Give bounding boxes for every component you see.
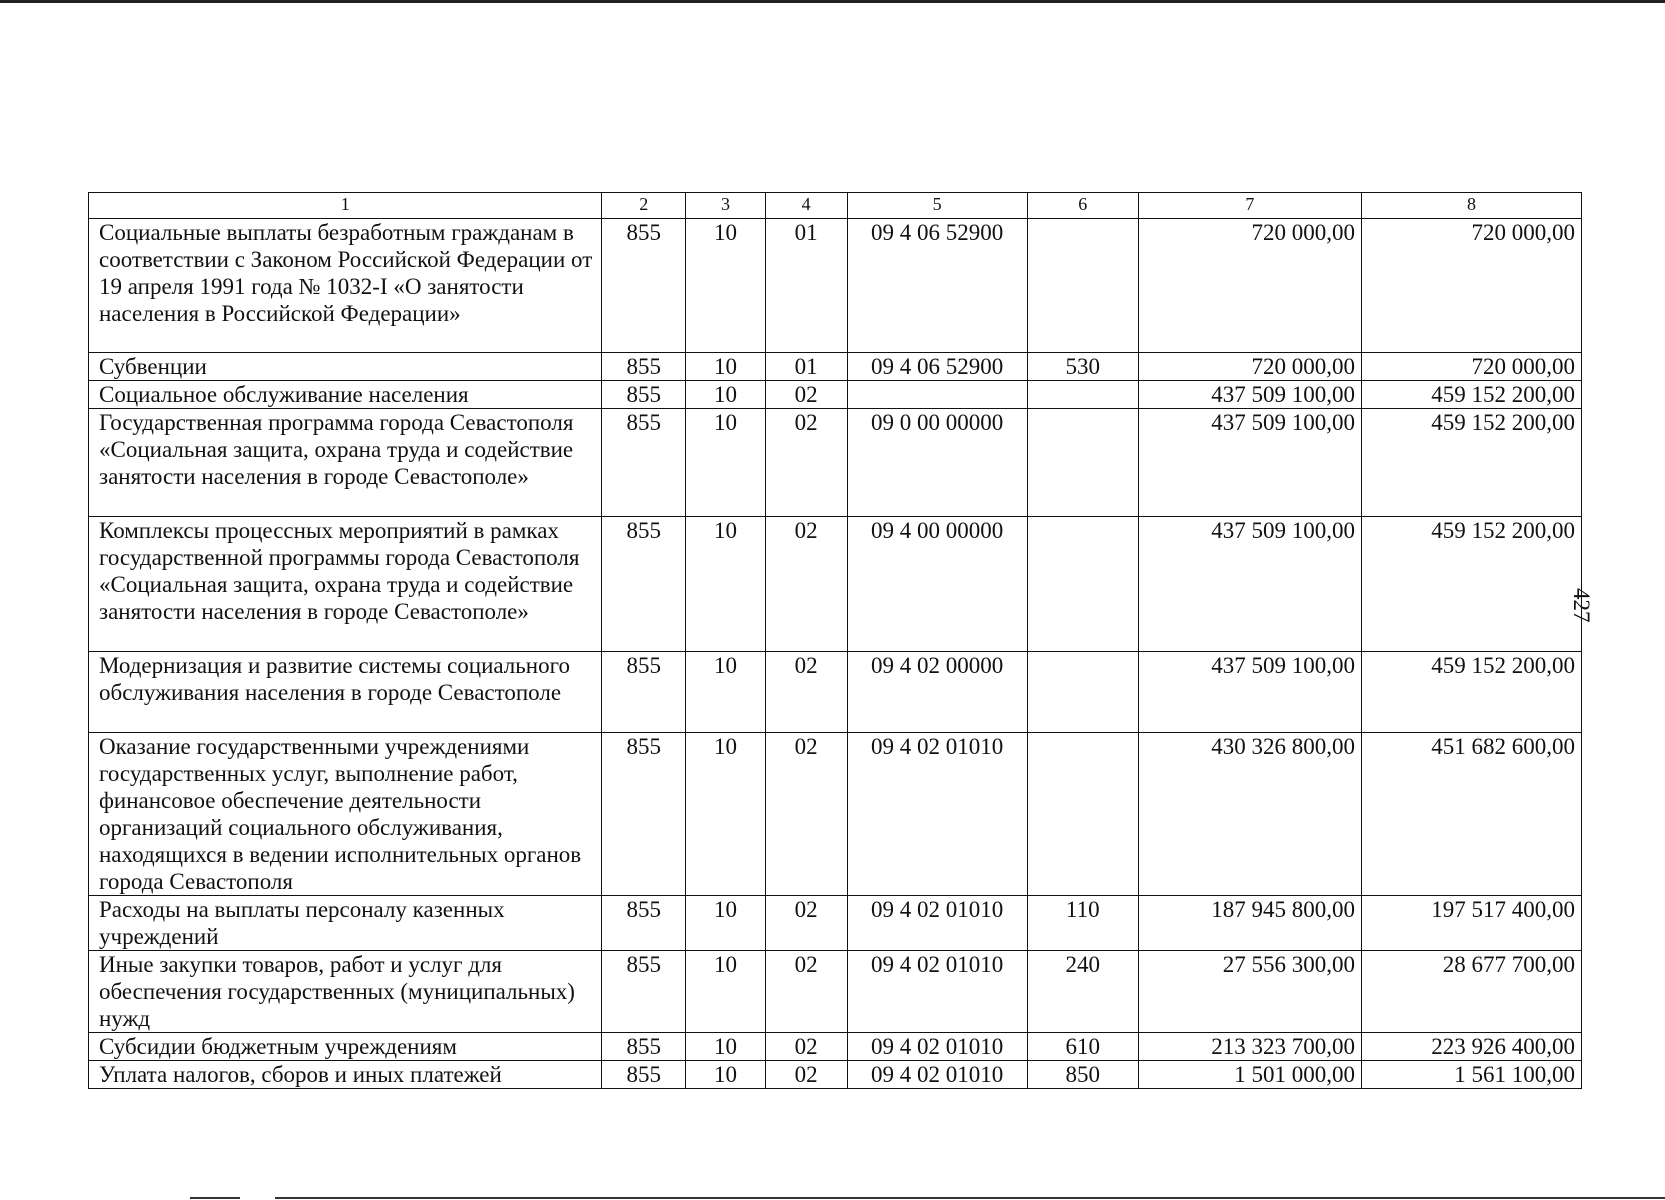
cell-col5: 09 4 02 01010	[847, 733, 1027, 896]
bottom-rule-long	[275, 1197, 1665, 1199]
cell-col4: 02	[765, 409, 847, 517]
cell-col6	[1027, 219, 1138, 353]
cell-col6	[1027, 652, 1138, 733]
cell-col5: 09 4 06 52900	[847, 219, 1027, 353]
cell-col3: 10	[686, 409, 766, 517]
cell-col5: 09 0 00 00000	[847, 409, 1027, 517]
cell-col5: 09 4 02 01010	[847, 951, 1027, 1033]
header-cell-7: 7	[1138, 193, 1361, 219]
cell-col5: 09 4 00 00000	[847, 517, 1027, 652]
row-name: Модернизация и развитие системы социального обслуживания населения в городе Севастополе	[89, 652, 602, 733]
top-border-line	[0, 0, 1665, 3]
cell-col2: 855	[602, 951, 686, 1033]
bottom-rule-short	[190, 1197, 240, 1199]
cell-col2: 855	[602, 381, 686, 409]
cell-col7: 437 509 100,00	[1138, 409, 1361, 517]
cell-col2: 855	[602, 896, 686, 951]
cell-col6	[1027, 733, 1138, 896]
cell-col2: 855	[602, 353, 686, 381]
cell-col3: 10	[686, 353, 766, 381]
cell-col8: 197 517 400,00	[1361, 896, 1581, 951]
cell-col2: 855	[602, 1061, 686, 1089]
row-name: Уплата налогов, сборов и иных платежей	[89, 1061, 602, 1089]
cell-col4: 02	[765, 1033, 847, 1061]
cell-col6: 610	[1027, 1033, 1138, 1061]
cell-col7: 720 000,00	[1138, 353, 1361, 381]
cell-col3: 10	[686, 951, 766, 1033]
cell-col4: 02	[765, 896, 847, 951]
table-row	[89, 219, 1582, 353]
page-number: 427	[1569, 588, 1594, 623]
header-cell-3: 3	[686, 193, 766, 219]
row-name: Субвенции	[89, 353, 602, 381]
cell-col7: 187 945 800,00	[1138, 896, 1361, 951]
cell-col8: 720 000,00	[1361, 219, 1581, 353]
table-row	[89, 517, 1582, 652]
cell-col3: 10	[686, 896, 766, 951]
cell-col7: 213 323 700,00	[1138, 1033, 1361, 1061]
cell-col6	[1027, 409, 1138, 517]
cell-col2: 855	[602, 652, 686, 733]
table-row	[89, 381, 1582, 409]
cell-col8: 451 682 600,00	[1361, 733, 1581, 896]
cell-col5: 09 4 02 01010	[847, 1061, 1027, 1089]
budget-table	[88, 192, 1582, 1089]
cell-col2: 855	[602, 219, 686, 353]
cell-col3: 10	[686, 1033, 766, 1061]
table-row	[89, 896, 1582, 951]
cell-col4: 02	[765, 381, 847, 409]
cell-col5: 09 4 02 01010	[847, 1033, 1027, 1061]
cell-col5: 09 4 02 01010	[847, 896, 1027, 951]
cell-col7: 430 326 800,00	[1138, 733, 1361, 896]
cell-col8: 459 152 200,00	[1361, 409, 1581, 517]
cell-col5: 09 4 06 52900	[847, 353, 1027, 381]
row-name: Субсидии бюджетным учреждениям	[89, 1033, 602, 1061]
row-name: Социальные выплаты безработным гражданам в соответствии с Законом Российской Федерации от 19 апреля 1991 года № 1032-I «О занятости населения в Российской Федерации»	[89, 219, 602, 353]
row-name: Расходы на выплаты персоналу казенных учреждений	[89, 896, 602, 951]
cell-col5: 09 4 02 00000	[847, 652, 1027, 733]
cell-col6: 850	[1027, 1061, 1138, 1089]
cell-col8: 459 152 200,00	[1361, 517, 1581, 652]
cell-col3: 10	[686, 381, 766, 409]
cell-col4: 01	[765, 353, 847, 381]
cell-col2: 855	[602, 1033, 686, 1061]
table-row	[89, 1033, 1582, 1061]
cell-col6	[1027, 381, 1138, 409]
header-cell-1: 1	[89, 193, 602, 219]
table-row	[89, 733, 1582, 896]
header-cell-6: 6	[1027, 193, 1138, 219]
table-row	[89, 353, 1582, 381]
header-cell-2: 2	[602, 193, 686, 219]
table-header-row	[89, 193, 1582, 219]
cell-col4: 02	[765, 652, 847, 733]
cell-col6: 530	[1027, 353, 1138, 381]
cell-col8: 720 000,00	[1361, 353, 1581, 381]
cell-col7: 437 509 100,00	[1138, 517, 1361, 652]
header-cell-4: 4	[765, 193, 847, 219]
cell-col6: 110	[1027, 896, 1138, 951]
cell-col6: 240	[1027, 951, 1138, 1033]
cell-col8: 459 152 200,00	[1361, 652, 1581, 733]
cell-col8: 223 926 400,00	[1361, 1033, 1581, 1061]
cell-col7: 720 000,00	[1138, 219, 1361, 353]
cell-col3: 10	[686, 517, 766, 652]
cell-col6	[1027, 517, 1138, 652]
cell-col7: 437 509 100,00	[1138, 652, 1361, 733]
cell-col3: 10	[686, 652, 766, 733]
cell-col7: 437 509 100,00	[1138, 381, 1361, 409]
cell-col3: 10	[686, 219, 766, 353]
cell-col3: 10	[686, 1061, 766, 1089]
row-name: Государственная программа города Севастополя «Социальная защита, охрана труда и содействие занятости населения в городе Севастополе»	[89, 409, 602, 517]
cell-col4: 02	[765, 733, 847, 896]
cell-col8: 1 561 100,00	[1361, 1061, 1581, 1089]
cell-col2: 855	[602, 409, 686, 517]
cell-col4: 02	[765, 951, 847, 1033]
cell-col2: 855	[602, 733, 686, 896]
cell-col3: 10	[686, 733, 766, 896]
table-row	[89, 1061, 1582, 1089]
header-cell-5: 5	[847, 193, 1027, 219]
cell-col8: 28 677 700,00	[1361, 951, 1581, 1033]
row-name: Оказание государственными учреждениями государственных услуг, выполнение работ, финансовое обеспечение деятельности организаций социального обслуживания, находящихся в ведении исполнительных органов города Севастополя	[89, 733, 602, 896]
cell-col4: 01	[765, 219, 847, 353]
cell-col7: 1 501 000,00	[1138, 1061, 1361, 1089]
cell-col4: 02	[765, 517, 847, 652]
row-name: Комплексы процессных мероприятий в рамках государственной программы города Севастополя «Социальная защита, охрана труда и содействие занятости населения в городе Севастополе»	[89, 517, 602, 652]
table-row	[89, 951, 1582, 1033]
cell-col7: 27 556 300,00	[1138, 951, 1361, 1033]
row-name: Социальное обслуживание населения	[89, 381, 602, 409]
cell-col5	[847, 381, 1027, 409]
cell-col2: 855	[602, 517, 686, 652]
cell-col8: 459 152 200,00	[1361, 381, 1581, 409]
table-row	[89, 409, 1582, 517]
row-name: Иные закупки товаров, работ и услуг для обеспечения государственных (муниципальных) нужд	[89, 951, 602, 1033]
cell-col4: 02	[765, 1061, 847, 1089]
header-cell-8: 8	[1361, 193, 1581, 219]
table-row	[89, 652, 1582, 733]
